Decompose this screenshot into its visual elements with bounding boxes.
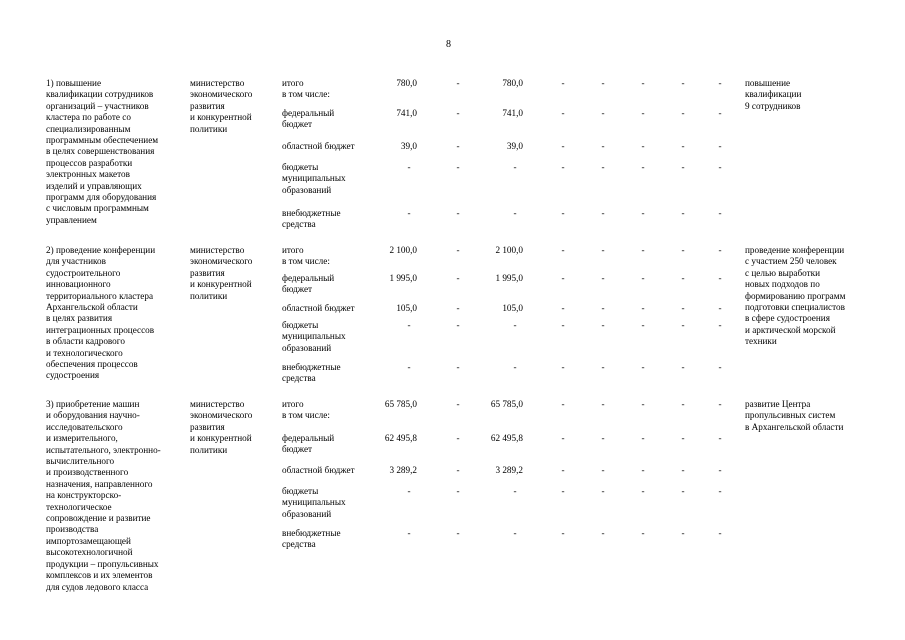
total-amount-cell: - — [407, 320, 411, 330]
year-amount-cell: - — [456, 245, 460, 255]
year-amount-cell: - — [561, 303, 565, 313]
year-amount-cell: - — [513, 162, 517, 172]
funding-source-label: итого в том числе: — [282, 78, 330, 100]
year-amount-cell: - — [718, 362, 722, 372]
year-amount-cell: 105,0 — [502, 303, 523, 313]
year-amount-cell: - — [561, 320, 565, 330]
year-amount-cell: - — [513, 362, 517, 372]
year-amount-cell: - — [561, 245, 565, 255]
year-amount-cell: - — [456, 486, 460, 496]
funding-source-label: областной бюджет — [282, 303, 355, 313]
year-amount-cell: - — [718, 303, 722, 313]
year-amount-cell: - — [601, 78, 605, 88]
year-amount-cell: - — [718, 465, 722, 475]
year-amount-cell: - — [561, 273, 565, 283]
year-amount-cell: - — [456, 362, 460, 372]
year-amount-cell: - — [681, 78, 685, 88]
year-amount-cell: - — [561, 399, 565, 409]
year-amount-cell: - — [718, 141, 722, 151]
year-amount-cell: - — [641, 399, 645, 409]
year-amount-cell: - — [641, 486, 645, 496]
year-amount-cell: - — [601, 486, 605, 496]
total-amount-cell: - — [407, 162, 411, 172]
responsible-executor: министерство экономического развития и конкурентной политики — [190, 399, 253, 455]
year-amount-cell: - — [718, 208, 722, 218]
year-amount-cell: - — [601, 108, 605, 118]
year-amount-cell: - — [456, 108, 460, 118]
total-amount-cell: 1 995,0 — [389, 273, 417, 283]
year-amount-cell: 741,0 — [502, 108, 523, 118]
year-amount-cell: - — [601, 528, 605, 538]
total-amount-cell: 741,0 — [396, 108, 417, 118]
year-amount-cell: - — [681, 320, 685, 330]
year-amount-cell: - — [561, 528, 565, 538]
funding-source-label: федеральный бюджет — [282, 108, 335, 130]
year-amount-cell: - — [718, 108, 722, 118]
expected-result: повышение квалификации 9 сотрудников — [745, 78, 802, 111]
year-amount-cell: - — [601, 273, 605, 283]
responsible-executor: министерство экономического развития и конкурентной политики — [190, 245, 253, 301]
year-amount-cell: - — [641, 78, 645, 88]
year-amount-cell: - — [513, 208, 517, 218]
year-amount-cell: - — [456, 273, 460, 283]
year-amount-cell: - — [456, 320, 460, 330]
year-amount-cell: - — [601, 303, 605, 313]
total-amount-cell: - — [407, 362, 411, 372]
year-amount-cell: - — [681, 273, 685, 283]
year-amount-cell: 62 495,8 — [490, 433, 523, 443]
year-amount-cell: - — [561, 465, 565, 475]
total-amount-cell: - — [407, 528, 411, 538]
year-amount-cell: - — [601, 399, 605, 409]
year-amount-cell: - — [718, 273, 722, 283]
year-amount-cell: - — [456, 162, 460, 172]
year-amount-cell: 3 289,2 — [495, 465, 523, 475]
year-amount-cell: - — [601, 433, 605, 443]
year-amount-cell: - — [681, 303, 685, 313]
responsible-executor: министерство экономического развития и конкурентной политики — [190, 78, 253, 134]
year-amount-cell: - — [718, 162, 722, 172]
year-amount-cell: - — [641, 303, 645, 313]
funding-source-label: федеральный бюджет — [282, 433, 335, 455]
year-amount-cell: 1 995,0 — [495, 273, 523, 283]
year-amount-cell: - — [561, 141, 565, 151]
measure-description: 2) проведение конференции для участников судостроительного инновационного территориального кластера Архангельской области в целях развития интеграционных процессов в области кадрового и технологического обеспечения процессов судостроения — [46, 245, 156, 381]
year-amount-cell: - — [561, 362, 565, 372]
year-amount-cell: - — [681, 362, 685, 372]
year-amount-cell: - — [718, 528, 722, 538]
year-amount-cell: 39,0 — [506, 141, 523, 151]
funding-source-label: внебюджетные средства — [282, 362, 341, 384]
year-amount-cell: - — [681, 465, 685, 475]
year-amount-cell: - — [718, 320, 722, 330]
year-amount-cell: - — [456, 399, 460, 409]
year-amount-cell: - — [681, 208, 685, 218]
funding-source-label: областной бюджет — [282, 141, 355, 151]
total-amount-cell: 2 100,0 — [389, 245, 417, 255]
total-amount-cell: 39,0 — [400, 141, 417, 151]
year-amount-cell: - — [561, 433, 565, 443]
year-amount-cell: - — [561, 208, 565, 218]
year-amount-cell: - — [601, 162, 605, 172]
year-amount-cell: - — [641, 362, 645, 372]
year-amount-cell: 780,0 — [502, 78, 523, 88]
year-amount-cell: - — [456, 208, 460, 218]
year-amount-cell: - — [601, 208, 605, 218]
measure-description: 1) повышение квалификации сотрудников организаций – участников кластера по работе со специализированным программным обеспечением в целях совершенствования процессов разработки электронных макетов изделий и управляющих программ для оборудования с числовым программным управлением — [46, 78, 159, 225]
year-amount-cell: - — [601, 245, 605, 255]
year-amount-cell: - — [641, 528, 645, 538]
year-amount-cell: - — [456, 433, 460, 443]
expected-result: проведение конференции с участием 250 человек с целью выработки новых подходов по формированию программ подготовки специалистов в сфере судостроения и арктической морской техники — [745, 245, 846, 347]
total-amount-cell: 62 495,8 — [384, 433, 417, 443]
year-amount-cell: - — [513, 528, 517, 538]
year-amount-cell: 65 785,0 — [490, 399, 523, 409]
year-amount-cell: - — [641, 245, 645, 255]
year-amount-cell: - — [456, 465, 460, 475]
funding-source-label: бюджеты муниципальных образований — [282, 320, 346, 353]
funding-source-label: областной бюджет — [282, 465, 355, 475]
funding-source-label: итого в том числе: — [282, 399, 330, 421]
year-amount-cell: - — [718, 399, 722, 409]
year-amount-cell: - — [641, 465, 645, 475]
year-amount-cell: - — [681, 162, 685, 172]
funding-source-label: федеральный бюджет — [282, 273, 335, 295]
year-amount-cell: - — [561, 108, 565, 118]
year-amount-cell: - — [641, 273, 645, 283]
funding-source-label: итого в том числе: — [282, 245, 330, 267]
year-amount-cell: - — [718, 78, 722, 88]
year-amount-cell: - — [641, 433, 645, 443]
year-amount-cell: - — [641, 141, 645, 151]
year-amount-cell: - — [681, 245, 685, 255]
total-amount-cell: 3 289,2 — [389, 465, 417, 475]
year-amount-cell: - — [456, 78, 460, 88]
year-amount-cell: - — [641, 320, 645, 330]
year-amount-cell: - — [641, 108, 645, 118]
year-amount-cell: - — [456, 303, 460, 313]
year-amount-cell: - — [718, 486, 722, 496]
year-amount-cell: - — [601, 141, 605, 151]
year-amount-cell: - — [456, 528, 460, 538]
year-amount-cell: - — [561, 78, 565, 88]
year-amount-cell: - — [641, 208, 645, 218]
page-number: 8 — [446, 39, 451, 50]
year-amount-cell: - — [601, 465, 605, 475]
year-amount-cell: - — [681, 108, 685, 118]
year-amount-cell: - — [681, 528, 685, 538]
funding-source-label: бюджеты муниципальных образований — [282, 486, 346, 519]
year-amount-cell: - — [718, 433, 722, 443]
year-amount-cell: - — [601, 362, 605, 372]
year-amount-cell: 2 100,0 — [495, 245, 523, 255]
year-amount-cell: - — [561, 162, 565, 172]
year-amount-cell: - — [561, 486, 565, 496]
year-amount-cell: - — [681, 399, 685, 409]
total-amount-cell: - — [407, 208, 411, 218]
year-amount-cell: - — [681, 433, 685, 443]
total-amount-cell: 105,0 — [396, 303, 417, 313]
year-amount-cell: - — [456, 141, 460, 151]
funding-source-label: бюджеты муниципальных образований — [282, 162, 346, 195]
total-amount-cell: 780,0 — [396, 78, 417, 88]
year-amount-cell: - — [681, 486, 685, 496]
year-amount-cell: - — [718, 245, 722, 255]
year-amount-cell: - — [513, 320, 517, 330]
year-amount-cell: - — [641, 162, 645, 172]
year-amount-cell: - — [681, 141, 685, 151]
total-amount-cell: - — [407, 486, 411, 496]
expected-result: развитие Центра пропульсивных систем в Архангельской области — [745, 399, 844, 432]
funding-source-label: внебюджетные средства — [282, 208, 341, 230]
year-amount-cell: - — [601, 320, 605, 330]
measure-description: 3) приобретение машин и оборудования научно- исследовательского и измерительного, испытательного, электронно- вычислительного и производственного назначения, направленного на конструкторско- технологическое сопровождение и развитие производства импортозамещающей высокотехнологичной продукции – пропульсивных комплексов и их элементов для судов ледового класса — [46, 399, 161, 592]
year-amount-cell: - — [513, 486, 517, 496]
total-amount-cell: 65 785,0 — [384, 399, 417, 409]
funding-source-label: внебюджетные средства — [282, 528, 341, 550]
